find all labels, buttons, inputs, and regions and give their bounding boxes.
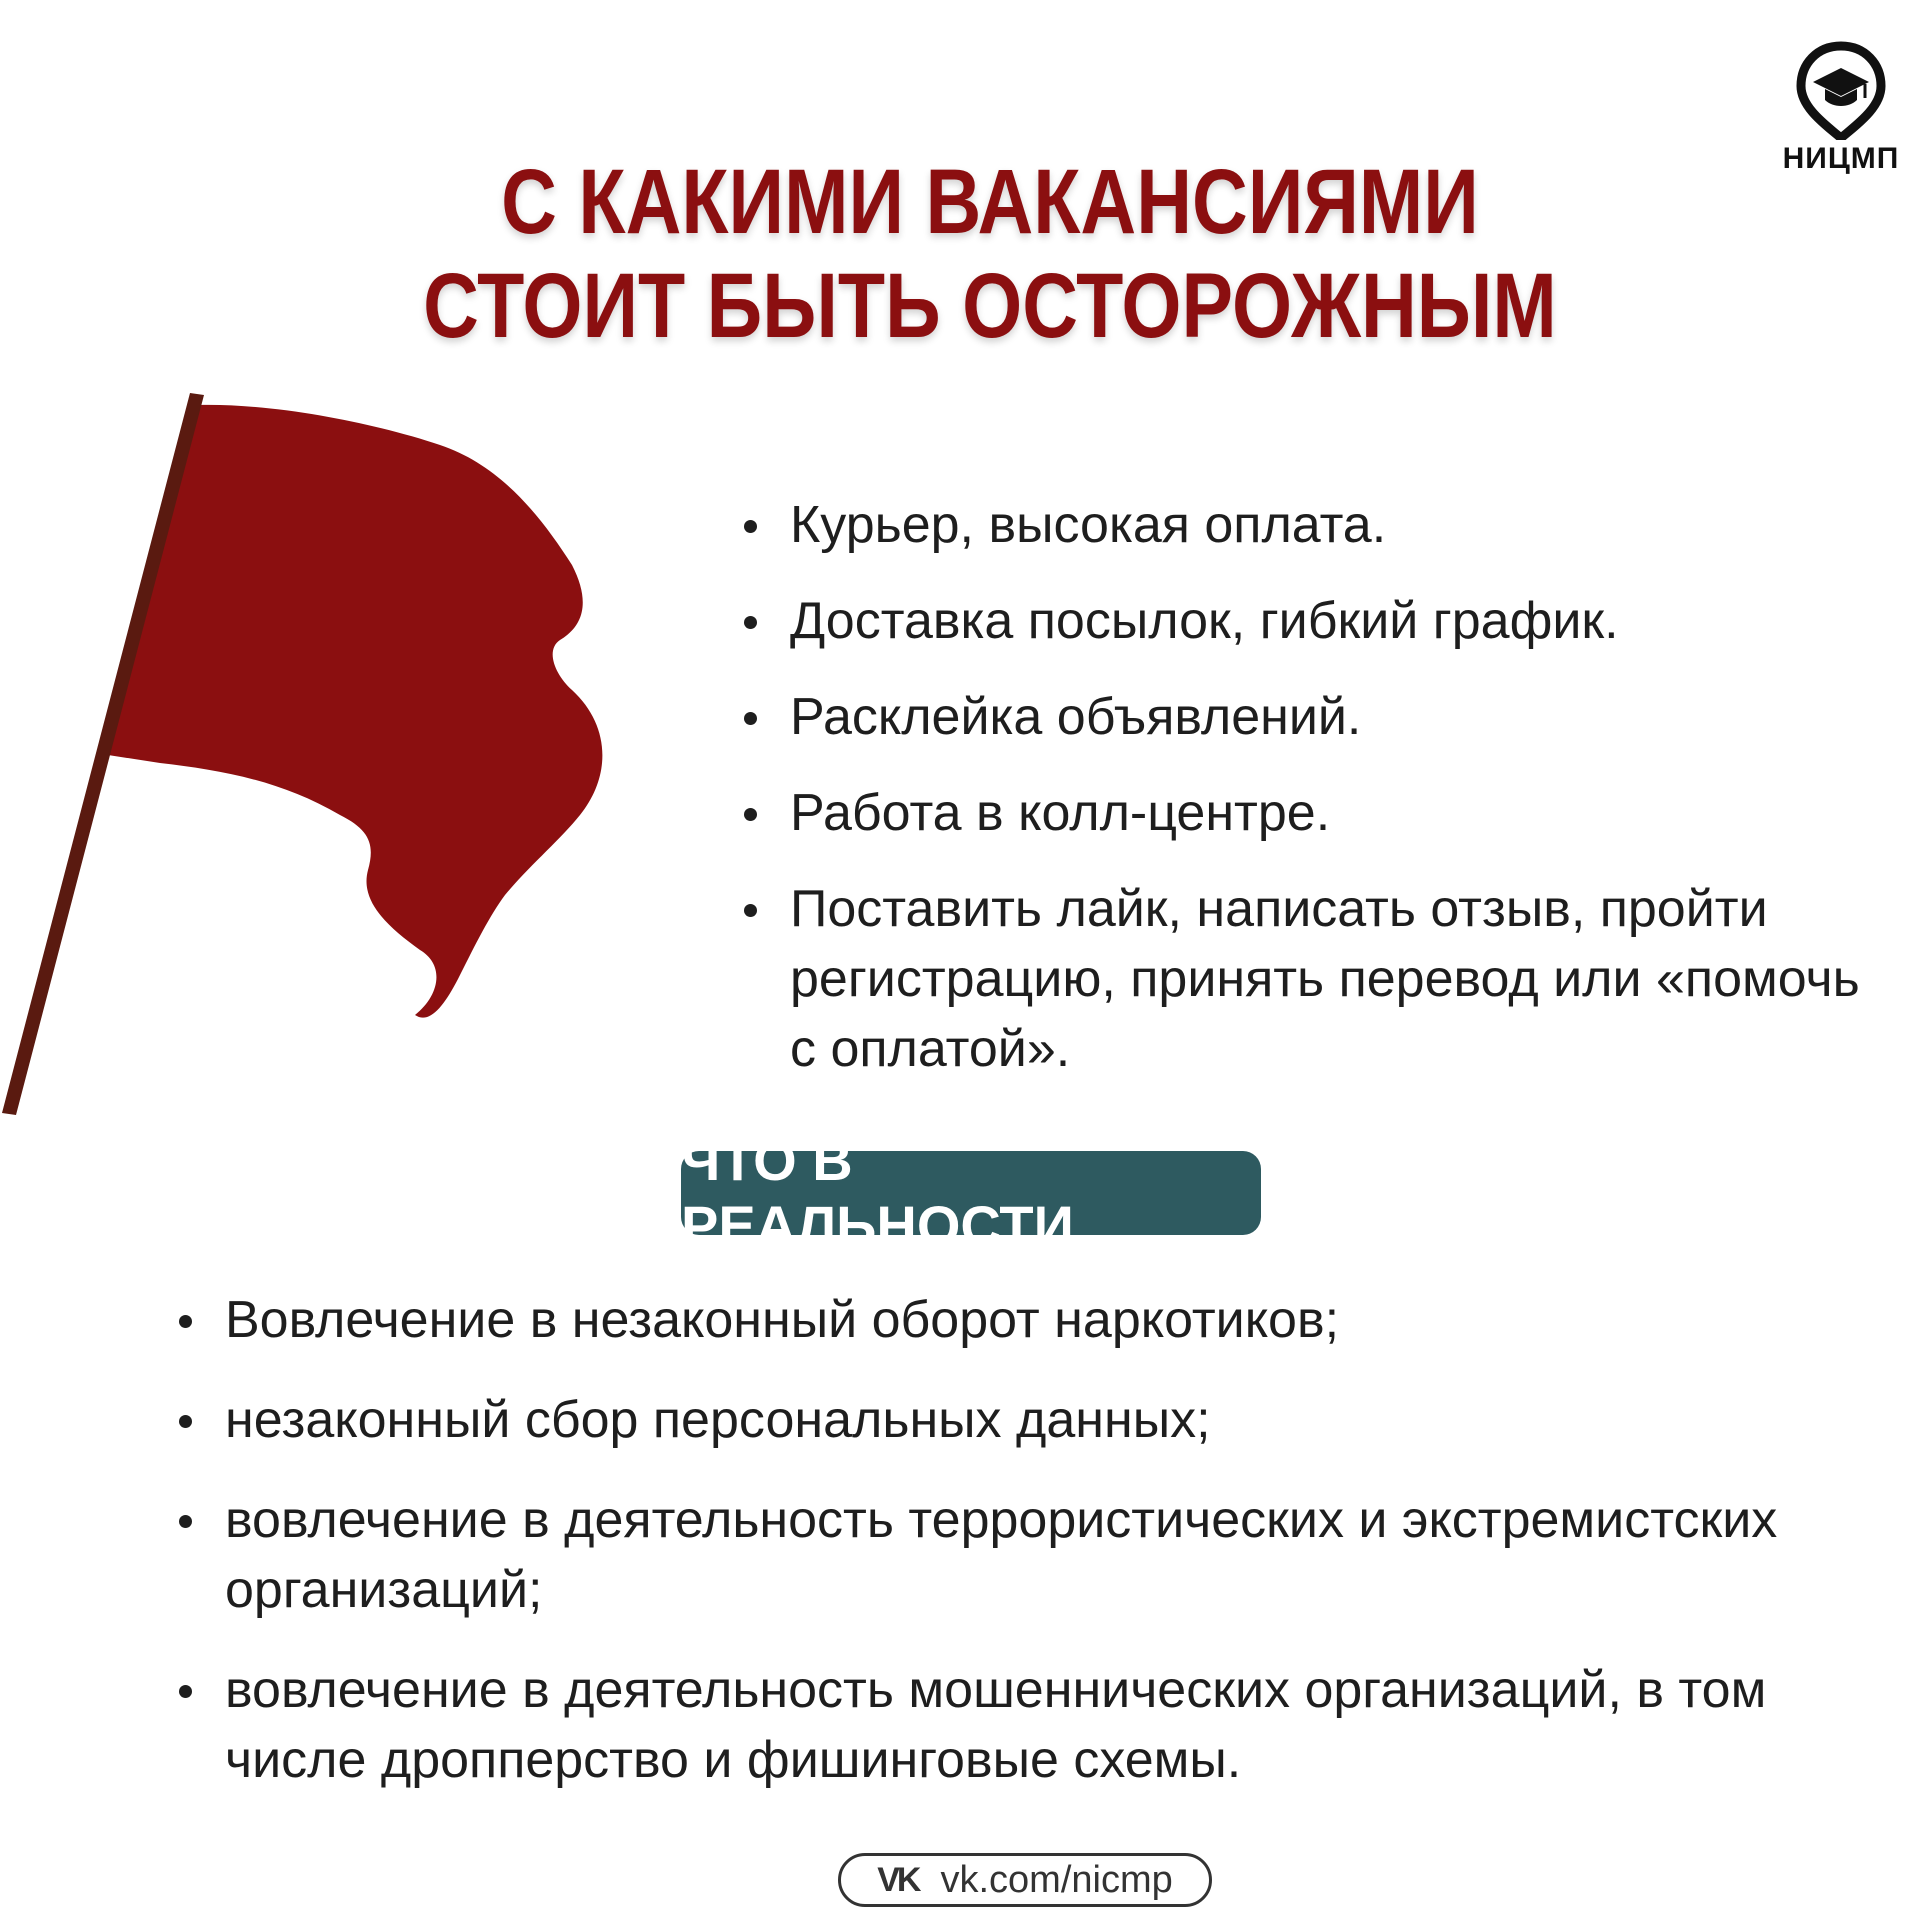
- brand-logo: [1766, 40, 1916, 190]
- page-title: С КАКИМИ ВАКАНСИЯМИ СТОИТ БЫТЬ ОСТОРОЖНЫМ: [423, 151, 1557, 357]
- vacancy-item: Доставка посылок, гибкий график.: [790, 586, 1890, 656]
- reality-heading: ЧТО В РЕАЛЬНОСТИ: [681, 1129, 1074, 1257]
- vacancies-list: [790, 490, 1890, 1110]
- vk-link-text: vk.com/nicmp: [940, 1858, 1173, 1901]
- vacancy-item: Курьер, высокая оплата.: [790, 490, 1890, 560]
- reality-item: Вовлечение в незаконный оборот наркотиков;: [225, 1285, 1865, 1355]
- reality-item: вовлечение в деятельность террористических и экстремистских организаций;: [225, 1485, 1865, 1625]
- graduation-cap-location-pin-icon: [1793, 40, 1889, 140]
- reality-item: незаконный сбор персональных данных;: [225, 1385, 1865, 1455]
- vacancy-item: Расклейка объявлений.: [790, 682, 1890, 752]
- vk-icon: VK: [877, 1860, 919, 1899]
- vk-link[interactable]: [838, 1853, 1212, 1907]
- red-flag-icon: [0, 385, 620, 1130]
- reality-item: вовлечение в деятельность мошеннических организаций, в том числе дропперство и фишинговые схемы.: [225, 1655, 1865, 1795]
- reality-list: [225, 1285, 1865, 1825]
- vacancy-item: Работа в колл-центре.: [790, 778, 1890, 848]
- reality-heading-badge: [681, 1129, 1261, 1257]
- logo-text: НИЦМП: [1782, 142, 1900, 175]
- vacancy-item: Поставить лайк, написать отзыв, пройти регистрацию, принять перевод или «помочь с оплатой».: [790, 874, 1890, 1084]
